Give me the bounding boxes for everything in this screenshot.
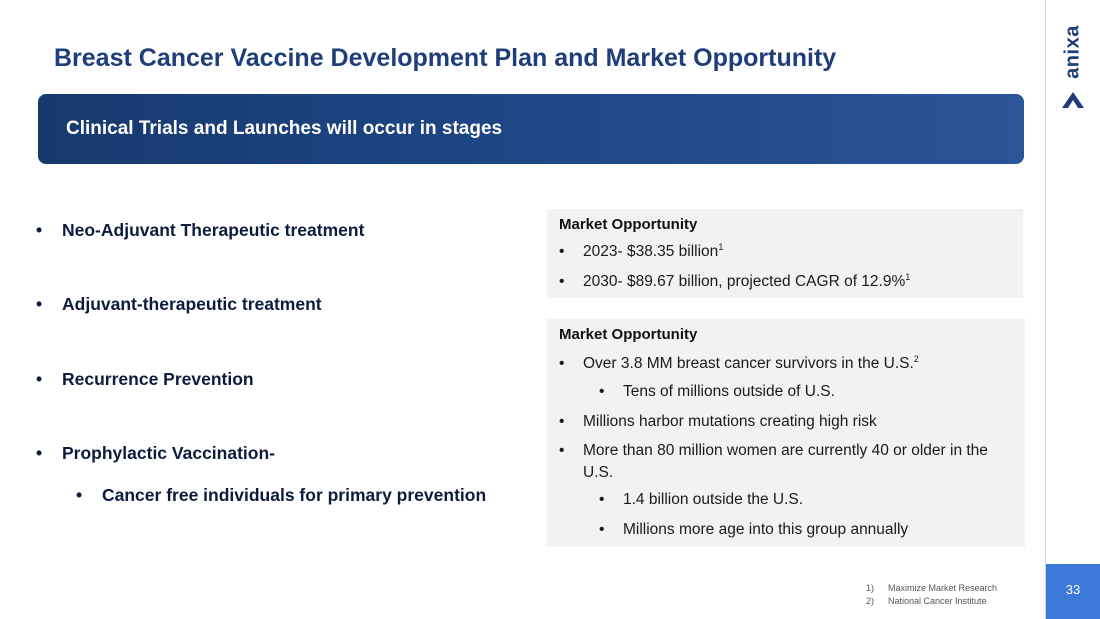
footnote-text: Maximize Market Research [888,583,998,593]
footnote [866,582,997,595]
box-title: Market Opportunity [559,216,698,233]
logo-text: anixa [1061,25,1084,79]
page-number: 33 [1065,582,1081,597]
bullet: • [559,243,565,260]
footnotes [866,582,997,608]
list-item-text: 1.4 billion outside the U.S. [623,491,804,508]
bullet: • [76,485,83,505]
footnote-ref: 1 [718,241,724,252]
page-number-box [1046,564,1100,619]
list-item [559,271,1019,293]
footnote-ref: 2 [913,353,919,364]
list-item [36,443,275,464]
list-item-text: 2023- $38.35 billion$^1$ [583,241,724,260]
list-item-text: Millions harbor mutations creating high risk [583,413,877,430]
bullet: • [599,521,605,538]
bullet: • [599,383,605,400]
list-item [559,241,1009,263]
list-item [559,353,1019,375]
bullet: • [36,220,43,240]
bullet: • [36,443,43,463]
company-logo [1052,10,1094,110]
list-item-text: More than 80 million women are currently 40 or older in the U.S. [583,442,988,481]
list-item [559,440,1009,484]
slide-title: Breast Cancer Vaccine Development Plan and Market Opportunity [54,44,837,72]
bullet: • [599,491,605,508]
list-item-text: Tens of millions outside of U.S. [623,383,835,400]
list-item-text: Neo-Adjuvant Therapeutic treatment [62,220,365,240]
sub-list-item [599,519,1019,541]
bullet: • [559,355,565,372]
list-item [36,294,322,315]
market-opportunity-box-1 [547,209,1023,298]
list-item-text: Recurrence Prevention [62,369,254,389]
sub-list-item [599,489,1019,511]
list-item-text: Millions more age into this group annually [623,521,909,538]
footnote-text: National Cancer Institute [888,596,987,606]
bullet: • [36,294,43,314]
list-item [36,369,254,390]
sub-list-item [599,381,1019,403]
bullet: • [36,369,43,389]
box-title: Market Opportunity [559,326,698,343]
logo-mark-icon [1062,92,1084,108]
sub-list-item [76,483,496,508]
banner-text: Clinical Trials and Launches will occur in stages [66,118,503,139]
footnote-number: 1) [866,583,875,593]
footnote-number: 2) [866,596,875,606]
list-item [559,411,1019,433]
list-item [36,220,364,241]
bullet: • [559,442,565,459]
sub-list-item-text: Cancer free individuals for primary prevention [102,485,487,505]
footnote-ref: 1 [905,271,911,282]
list-item-text: 2030- $89.67 billion, projected CAGR of 12.9%$^1$ [583,271,911,290]
section-banner [38,94,1024,164]
market-opportunity-box-2 [547,319,1025,547]
bullet: • [559,273,565,290]
bullet: • [559,413,565,430]
sidebar-divider [1045,0,1046,619]
list-item-text: Adjuvant-therapeutic treatment [62,294,322,314]
list-item-text: Over 3.8 MM breast cancer survivors in the U.S.$^2$ [583,353,919,372]
footnote [866,595,997,608]
list-item-text: Prophylactic Vaccination- [62,443,275,463]
